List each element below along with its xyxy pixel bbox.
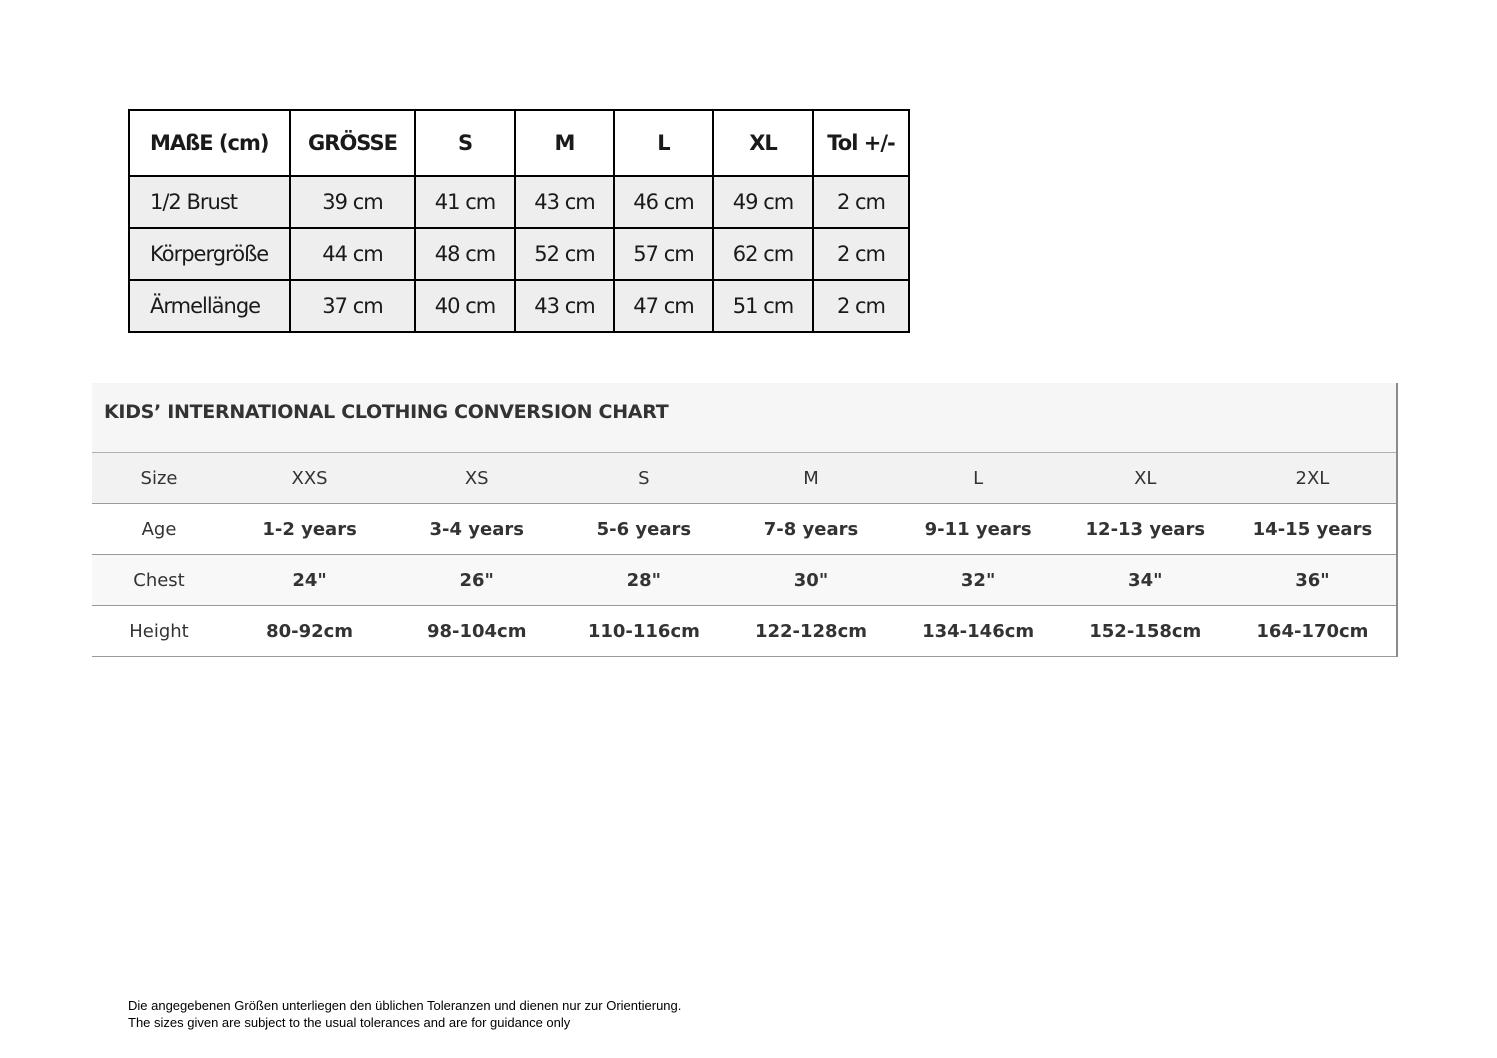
table-cell: 40 cm <box>415 280 515 332</box>
table-cell: 2 cm <box>813 280 909 332</box>
table-cell: 5-6 years <box>560 504 727 555</box>
table-cell: 134-146cm <box>895 606 1062 657</box>
table-cell: 34" <box>1062 555 1229 606</box>
table-cell: 24" <box>226 555 393 606</box>
table-cell: 43 cm <box>515 176 614 228</box>
table-cell: 28" <box>560 555 727 606</box>
chart-title: KIDS’ INTERNATIONAL CLOTHING CONVERSION CHART <box>92 383 1396 453</box>
table-row <box>92 555 1396 606</box>
table-cell: 44 cm <box>290 228 415 280</box>
table-cell: 32" <box>895 555 1062 606</box>
size-measurements-table <box>128 109 910 333</box>
table-cell: S <box>560 453 727 504</box>
kids-conversion-table <box>92 453 1396 657</box>
row-label: Size <box>92 453 226 504</box>
note-german: Die angegebenen Größen unterliegen den üblichen Toleranzen und dienen nur zur Orientierung. <box>128 998 682 1013</box>
table-cell: 52 cm <box>515 228 614 280</box>
table-row <box>92 606 1396 657</box>
table-cell: 3-4 years <box>393 504 560 555</box>
header-measures: MAßE (cm) <box>129 110 290 176</box>
table-cell: M <box>727 453 894 504</box>
row-label: Ärmellänge <box>129 280 290 332</box>
table-cell: L <box>895 453 1062 504</box>
table-cell: 57 cm <box>614 228 713 280</box>
table-row <box>92 504 1396 555</box>
table-cell: 2 cm <box>813 228 909 280</box>
row-label: Height <box>92 606 226 657</box>
table-cell: 98-104cm <box>393 606 560 657</box>
tolerance-notes <box>128 997 681 1031</box>
table-cell: 46 cm <box>614 176 713 228</box>
table-cell: XXS <box>226 453 393 504</box>
row-label: 1/2 Brust <box>129 176 290 228</box>
table-row <box>129 176 909 228</box>
table-cell: 30" <box>727 555 894 606</box>
table-cell: XS <box>393 453 560 504</box>
table-row <box>129 280 909 332</box>
row-label: Age <box>92 504 226 555</box>
table-cell: 51 cm <box>713 280 813 332</box>
table-cell: 110-116cm <box>560 606 727 657</box>
table-cell: 49 cm <box>713 176 813 228</box>
table-cell: 39 cm <box>290 176 415 228</box>
table-cell: 26" <box>393 555 560 606</box>
table-cell: 43 cm <box>515 280 614 332</box>
table-cell: 80-92cm <box>226 606 393 657</box>
size-table-header-row <box>129 110 909 176</box>
table-cell: XL <box>1062 453 1229 504</box>
table-row <box>92 453 1396 504</box>
table-cell: 2 cm <box>813 176 909 228</box>
table-cell: 41 cm <box>415 176 515 228</box>
table-cell: 7-8 years <box>727 504 894 555</box>
note-english: The sizes given are subject to the usual tolerances and are for guidance only <box>128 1015 571 1030</box>
table-cell: 122-128cm <box>727 606 894 657</box>
table-cell: 37 cm <box>290 280 415 332</box>
table-row <box>129 228 909 280</box>
header-tolerance: Tol +/- <box>813 110 909 176</box>
table-cell: 62 cm <box>713 228 813 280</box>
table-cell: 9-11 years <box>895 504 1062 555</box>
table-cell: 164-170cm <box>1229 606 1396 657</box>
table-cell: 152-158cm <box>1062 606 1229 657</box>
table-cell: 48 cm <box>415 228 515 280</box>
kids-conversion-chart <box>92 383 1398 657</box>
row-label: Körpergröße <box>129 228 290 280</box>
table-cell: 47 cm <box>614 280 713 332</box>
row-label: Chest <box>92 555 226 606</box>
table-cell: 36" <box>1229 555 1396 606</box>
header-m: M <box>515 110 614 176</box>
table-cell: 1-2 years <box>226 504 393 555</box>
header-xl: XL <box>713 110 813 176</box>
header-l: L <box>614 110 713 176</box>
header-s: S <box>415 110 515 176</box>
table-cell: 2XL <box>1229 453 1396 504</box>
table-cell: 14-15 years <box>1229 504 1396 555</box>
header-size: GRÖSSE <box>290 110 415 176</box>
table-cell: 12-13 years <box>1062 504 1229 555</box>
